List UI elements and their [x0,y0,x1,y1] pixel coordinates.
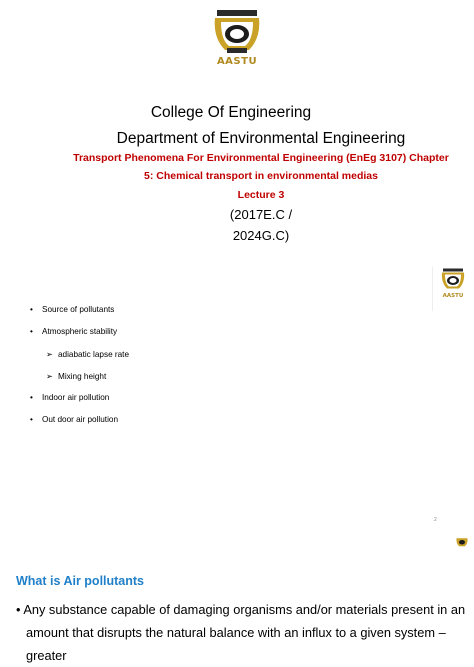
logo-text: AASTU [216,56,258,67]
list-item: ➢ Mixing height [46,372,107,381]
course-title-line-1: Transport Phenomena For Environmental Engineering (EnEg 3107) Chapter [73,152,449,164]
university-emblem-icon [455,535,469,549]
list-item: • Atmospheric stability [30,327,118,336]
course-title-line-2: 5: Chemical transport in environmental medias [144,170,378,182]
bullet-line-1: • Any substance capable of damaging organisms and/or materials present in an [16,602,466,617]
bullet-marker: • [30,393,33,402]
logo-text: AASTU [442,293,464,299]
bullet-line-2: amount that disrupts the natural balance with an influx to a given system – greater [26,625,446,663]
title-slide [0,0,474,265]
page-number: 2 [434,517,437,523]
aastu-logo-tiny [452,535,472,555]
aastu-logo-small [432,267,473,311]
university-emblem-icon [209,8,265,58]
bullet-marker: • [30,415,33,424]
list-item: ➢ adiabatic lapse rate [46,350,130,359]
bullet-marker: • [30,305,33,314]
list-item: • Out door air pollution [30,415,119,424]
slide-heading: What is Air pollutants [16,574,145,588]
list-item: • Source of pollutants [30,305,115,314]
college-name: College Of Engineering [150,104,312,121]
content-slide [0,557,474,663]
aastu-logo [200,8,274,74]
arrow-bullet-icon: ➢ [46,350,53,359]
arrow-bullet-icon: ➢ [46,372,53,381]
list-item: • Indoor air pollution [30,393,110,402]
outline-slide [0,265,474,557]
academic-year-line-1: (2017E.C / [229,207,293,222]
department-name: Department of Environmental Engineering [116,130,406,147]
university-emblem-icon [439,267,467,293]
bullet-marker: • [30,327,33,336]
slide-body [16,598,466,667]
lecture-number: Lecture 3 [237,189,285,201]
academic-year-line-2: 2024G.C) [232,228,290,243]
